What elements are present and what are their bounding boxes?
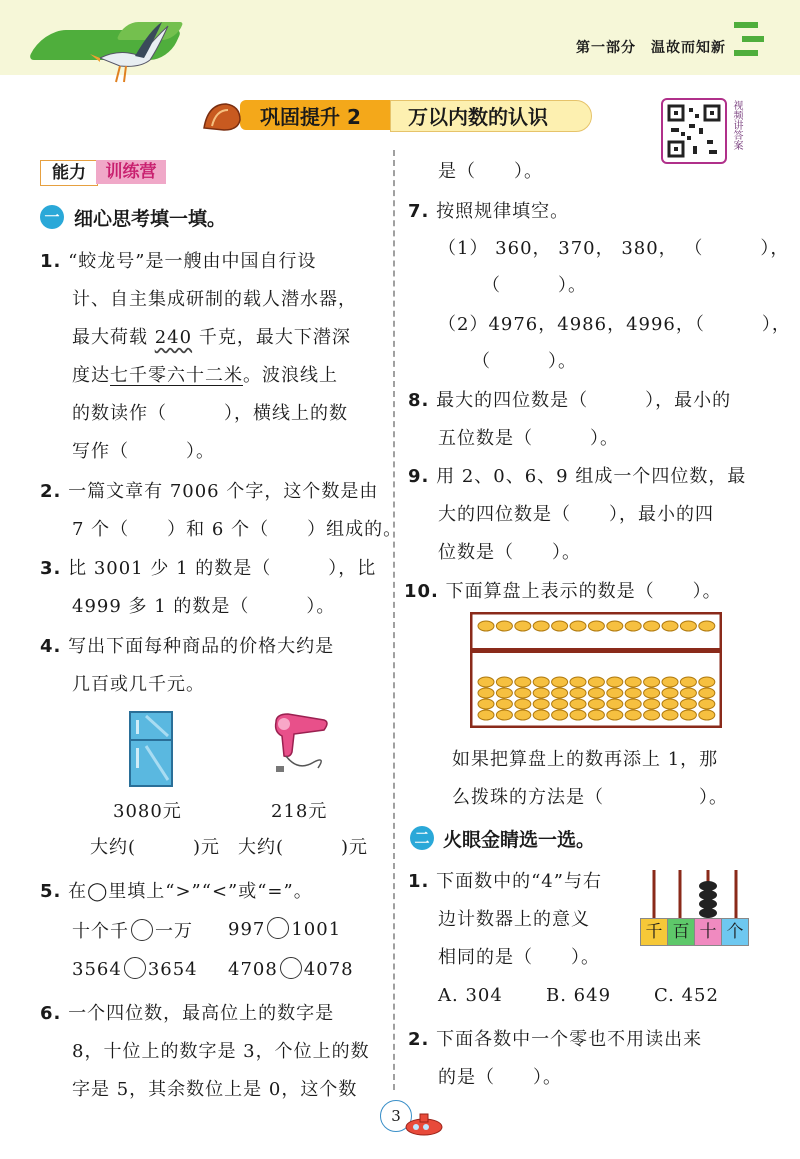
- place-ones: 个: [721, 918, 749, 946]
- abacus-bead: [625, 677, 641, 687]
- question-8-line-2: 五位数是（ ）。: [438, 428, 619, 449]
- choice-2-line-1: 2. 下面各数中一个零也不用读出来: [408, 1029, 703, 1050]
- page-number: 3: [380, 1100, 412, 1132]
- approx-hair-dryer: 大约( )元: [238, 837, 369, 858]
- choice-1-option-a[interactable]: A. 304: [438, 985, 503, 1006]
- abacus-bead: [625, 699, 641, 709]
- abacus-bead: [588, 710, 604, 720]
- abacus-bead: [515, 677, 531, 687]
- question-6-end: 是（ ）。: [438, 161, 543, 182]
- question-1-line-2: 计、自主集成研制的载人潜水器，: [72, 289, 357, 310]
- abacus-bead: [588, 688, 604, 698]
- question-2-line-1: 2. 一篇文章有 7006 个字，这个数是由: [40, 481, 379, 502]
- question-8-line-1: 8. 最大的四位数是（ ），最小的: [408, 390, 732, 411]
- question-9-line-3: 位数是（ ）。: [438, 542, 581, 563]
- compare-circle-4[interactable]: [280, 957, 302, 979]
- abacus-bead: [496, 688, 512, 698]
- abacus-bead: [662, 688, 678, 698]
- abacus-bead: [588, 621, 604, 631]
- abacus-bead: [496, 710, 512, 720]
- abacus-bead: [570, 699, 586, 709]
- shell-icon: [200, 98, 244, 134]
- place-tens: 十: [694, 918, 722, 946]
- question-5-line-1: 5. 在◯里填上“>”“<”或“=”。: [40, 881, 313, 902]
- abacus-bead: [625, 710, 641, 720]
- abacus-bead: [552, 621, 568, 631]
- section-2-badge: 二: [410, 826, 434, 850]
- abacus-bead: [496, 621, 512, 631]
- abacus-bead: [625, 621, 641, 631]
- question-6-line-2: 8，十位上的数字是 3，个位上的数: [72, 1041, 370, 1062]
- submarine-icon: [402, 1112, 446, 1136]
- abacus-bead: [662, 699, 678, 709]
- abacus-bead: [478, 688, 494, 698]
- abacus-bead: [699, 699, 715, 709]
- question-10-line-3: 么拨珠的方法是（ ）。: [452, 787, 728, 808]
- abacus-bead: [552, 710, 568, 720]
- abacus-bead: [607, 688, 623, 698]
- abacus-bead: [699, 688, 715, 698]
- abacus-bead: [588, 677, 604, 687]
- abacus-bead: [699, 710, 715, 720]
- abacus-bead: [644, 710, 660, 720]
- part-label: 第一部分 温故而知新: [576, 40, 726, 56]
- abacus-bead: [478, 699, 494, 709]
- question-7-line-1: 7. 按照规律填空。: [408, 201, 570, 222]
- compare-circle-2[interactable]: [267, 917, 289, 939]
- qr-code-icon[interactable]: [661, 98, 727, 164]
- question-3-line-1: 3. 比 3001 少 1 的数是（ ），比: [40, 558, 377, 579]
- compare-4: 4708 4078: [228, 959, 354, 980]
- abacus-bead: [496, 677, 512, 687]
- abacus-bead: [515, 710, 531, 720]
- question-7-s2b: （ ）。: [472, 351, 577, 372]
- compare-circle-1[interactable]: [131, 919, 153, 941]
- abacus-bead: [680, 677, 696, 687]
- question-6-line-3: 字是 5，其余数位上是 0，这个数: [72, 1079, 358, 1100]
- abacus-bead: [680, 621, 696, 631]
- abacus-bead: [533, 677, 549, 687]
- banner-title: 巩固提升 2: [260, 105, 361, 129]
- column-divider: [393, 150, 395, 1090]
- choice-1-line-3: 相同的是（ ）。: [438, 947, 600, 968]
- question-9-line-2: 大的四位数是（ ），最小的四: [438, 504, 714, 525]
- abacus-bead: [680, 699, 696, 709]
- choice-2-line-2: 的是（ ）。: [438, 1067, 562, 1088]
- abacus-bead: [478, 621, 494, 631]
- question-1-line-5: 的数读作（ ），横线上的数: [72, 403, 348, 424]
- choice-1-option-c[interactable]: C. 452: [654, 985, 719, 1006]
- question-10-line-2: 如果把算盘上的数再添上 1，那: [452, 749, 719, 770]
- question-3-line-2: 4999 多 1 的数是（ ）。: [72, 596, 336, 617]
- abacus-bead: [533, 699, 549, 709]
- question-4-line-1: 4. 写出下面每种商品的价格大约是: [40, 636, 335, 657]
- abacus-bead: [533, 688, 549, 698]
- abacus-bead: [552, 688, 568, 698]
- question-7-s1a: （1） 360， 370， 380， （ ），: [438, 238, 790, 259]
- hair-dryer-icon: [268, 712, 334, 774]
- abacus-bead: [570, 621, 586, 631]
- section-tag: [40, 160, 166, 184]
- abacus-bead: [478, 677, 494, 687]
- section-2-title: 火眼金睛选一选。: [443, 829, 596, 851]
- abacus-bead: [662, 621, 678, 631]
- abacus-bead: [607, 710, 623, 720]
- abacus-bead: [699, 677, 715, 687]
- question-1-line-6: 写作（ ）。: [72, 441, 215, 462]
- counter-rods-icon: [640, 866, 750, 922]
- abacus-bead: [644, 621, 660, 631]
- price-refrigerator: 3080元: [113, 801, 182, 822]
- compare-3: 3564 3654: [72, 959, 198, 980]
- choice-1-line-1: 1. 下面数中的“4”与右: [408, 871, 602, 892]
- question-4-line-2: 几百或几千元。: [72, 674, 205, 695]
- abacus-bead: [552, 699, 568, 709]
- question-1-line-1: 1. “蛟龙号”是一艘由中国自行设: [40, 251, 317, 272]
- abacus-bead: [588, 699, 604, 709]
- price-hair-dryer: 218元: [271, 801, 328, 822]
- banner-subtitle: 万以内数的认识: [408, 105, 548, 129]
- corner-decoration-icon: [734, 18, 764, 58]
- question-9-line-1: 9. 用 2、0、6、9 组成一个四位数，最: [408, 466, 747, 487]
- section-1-badge: 一: [40, 205, 64, 229]
- abacus-bead: [607, 677, 623, 687]
- tag-training: 训练营: [96, 160, 166, 184]
- abacus-bead: [644, 688, 660, 698]
- compare-2: 997 1001: [228, 919, 342, 940]
- abacus-bead: [570, 710, 586, 720]
- choice-1-option-b[interactable]: B. 649: [546, 985, 612, 1006]
- abacus-bead: [607, 699, 623, 709]
- question-6-line-1: 6. 一个四位数，最高位上的数字是: [40, 1003, 335, 1024]
- abacus-bead: [570, 677, 586, 687]
- compare-1: 十个千 一万: [72, 921, 193, 942]
- place-thousands: 千: [640, 918, 668, 946]
- seagull-icon: [80, 18, 180, 88]
- question-2-line-2: 7 个（ ）和 6 个（ ）组成的。: [72, 519, 403, 540]
- abacus-bead: [644, 699, 660, 709]
- section-1-title: 细心思考填一填。: [74, 208, 227, 230]
- approx-refrigerator: 大约( )元: [90, 837, 221, 858]
- question-7-s2a: （2）4976，4986，4996，（ ），: [438, 314, 791, 335]
- abacus-bead: [662, 677, 678, 687]
- abacus-icon: [470, 612, 722, 728]
- lesson-banner: [200, 98, 590, 134]
- abacus-bead: [552, 677, 568, 687]
- qr-caption: 视频讲答案: [731, 100, 742, 150]
- abacus-bead: [496, 699, 512, 709]
- tag-ability: 能力: [40, 160, 98, 186]
- abacus-bead: [515, 621, 531, 631]
- abacus-bead: [515, 699, 531, 709]
- compare-circle-3[interactable]: [124, 957, 146, 979]
- question-1-line-3: 最大荷载 240 千克，最大下潜深: [72, 327, 351, 348]
- abacus-bead: [680, 688, 696, 698]
- abacus-bead: [625, 688, 641, 698]
- abacus-bead: [533, 621, 549, 631]
- place-hundreds: 百: [667, 918, 695, 946]
- abacus-bead: [515, 688, 531, 698]
- abacus-bead: [570, 688, 586, 698]
- abacus-bead: [478, 710, 494, 720]
- question-10-line-1: 10. 下面算盘上表示的数是（ ）。: [404, 581, 722, 602]
- choice-1-line-2: 边计数器上的意义: [438, 909, 590, 930]
- question-7-s1b: （ ）。: [482, 275, 587, 296]
- refrigerator-icon: [128, 710, 174, 788]
- abacus-bead: [607, 621, 623, 631]
- abacus-bead: [699, 621, 715, 631]
- abacus-bead: [644, 677, 660, 687]
- abacus-bead: [533, 710, 549, 720]
- question-1-line-4: 度达七千零六十二米。波浪线上: [72, 365, 338, 386]
- abacus-bead: [662, 710, 678, 720]
- abacus-bead: [680, 710, 696, 720]
